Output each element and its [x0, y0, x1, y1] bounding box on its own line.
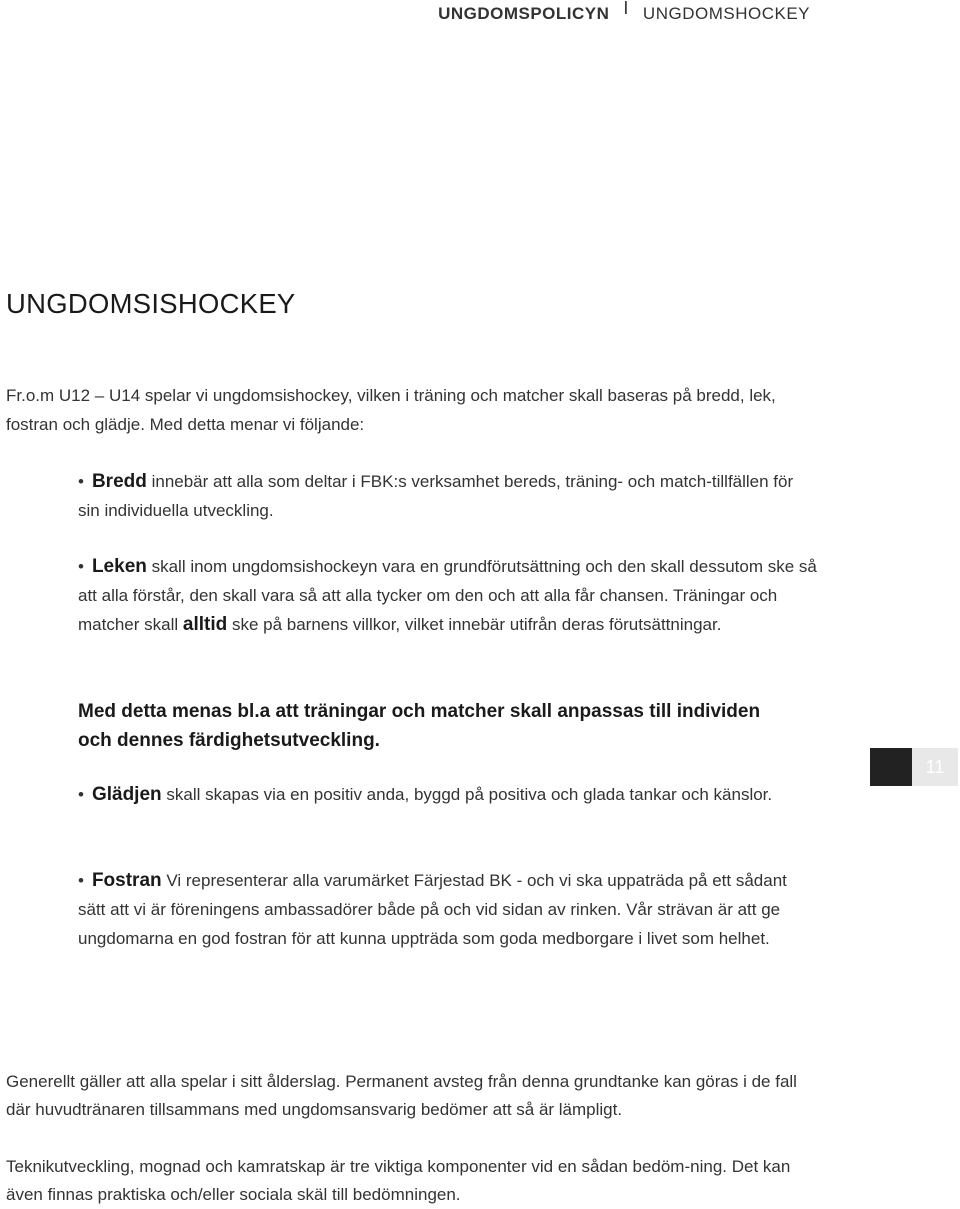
bullet-strong-alltid: alltid: [182, 614, 228, 635]
page-number: 11: [912, 748, 958, 786]
bullet-dot: •: [78, 785, 84, 804]
bullet-fostran: [78, 866, 818, 953]
header-separator: I: [623, 0, 629, 18]
bullet-text-leken-a: skall inom ungdomsishockeyn vara en grundförutsättning och den skall dessutom ske så att alla förstår, den skall vara så att alla tycker om den och att alla får chansen. Träningar och matcher skall: [78, 557, 817, 634]
bullet-dot: •: [78, 557, 84, 576]
bullet-dot: •: [78, 472, 84, 491]
bullet-text-gladjen: skall skapas via en positiv anda, byggd på positiva och glada tankar och känslor.: [161, 785, 773, 804]
bullet-term-bredd: Bredd: [91, 471, 147, 492]
running-header: [438, 0, 810, 25]
bullet-dot: •: [78, 871, 84, 890]
bullet-gladjen: [78, 780, 818, 809]
bullet-bredd: [78, 467, 818, 525]
header-chapter-title: UNGDOMSHOCKEY: [642, 4, 810, 23]
bullet-text-leken-b: ske på barnens villkor, vilket innebär utifrån deras förutsättningar.: [227, 615, 722, 634]
bullet-term-gladjen: Glädjen: [91, 784, 162, 805]
bullet-leken: [78, 552, 818, 639]
header-section-title: UNGDOMSPOLICYN: [438, 4, 610, 23]
page-title: UNGDOMSISHOCKEY: [6, 288, 296, 319]
page-number-box: [870, 748, 958, 786]
bullet-term-fostran: Fostran: [91, 870, 162, 891]
intro-paragraph: Fr.o.m U12 – U14 spelar vi ungdomsishockey, vilken i träning och matcher skall baseras på bredd, lek, fostran och glädje. Med detta menar vi följande:: [6, 386, 776, 434]
page-number-tab: [870, 748, 912, 786]
bullet-text-bredd: innebär att alla som deltar i FBK:s verksamhet bereds, träning- och match-tillfällen för sin individuella utveckling.: [78, 472, 794, 520]
technique-paragraph: Teknikutveckling, mognad och kamratskap är tre viktiga komponenter vid en sådan bedöm-ning. Det kan även finnas praktiska och/eller sociala skäl till bedömningen.: [6, 1157, 791, 1204]
general-paragraph: Generellt gäller att alla spelar i sitt ålderslag. Permanent avsteg från denna grundtanke kan göras i de fall där huvudtränaren tillsammans med ungdomsansvarig bedömer att så är lämpligt.: [6, 1072, 797, 1119]
bullet-term-leken: Leken: [91, 556, 147, 577]
bullet-text-fostran: Vi representerar alla varumärket Färjestad BK - och vi ska uppaträda på ett sådant sätt att vi är föreningens ambassadörer både på och vid sidan av rinken. Vår strävan är att ge ungdomarna en god fostran för att kunna uppträda som goda medborgare i livet som helhet.: [78, 871, 787, 948]
emphasis-paragraph: Med detta menas bl.a att träningar och matcher skall anpassas till individen och dennes färdighetsutveckling.: [78, 701, 761, 751]
